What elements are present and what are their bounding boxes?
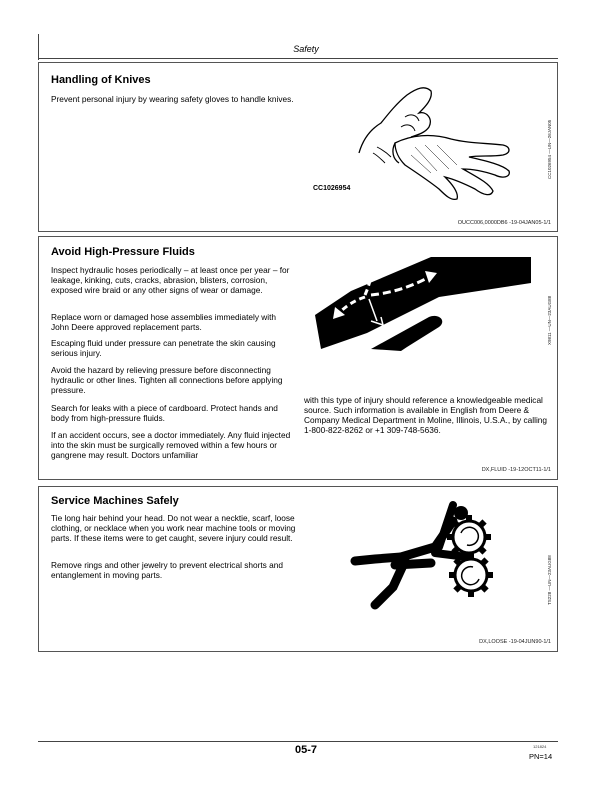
paragraph: Replace worn or damaged hose assemblies immediately with John Deere approved replacement parts.: [51, 312, 277, 332]
paragraph: Avoid the hazard by relieving pressure before disconnecting hydraulic or other lines. Tighten all connections before applying pressure.: [51, 365, 283, 395]
paragraph-continuation: with this type of injury should reference a knowledgeable medical source. Such information is available in English from Deere & Company Medical Department in Moline, Illinois, U.S.A., by calling 1-800-822-8262 or +1 309-748-5636.: [304, 395, 548, 435]
section-title: Avoid High-Pressure Fluids: [51, 246, 195, 258]
high-pressure-fluid-spray-illustration: [311, 251, 535, 351]
section-handling-of-knives: [38, 62, 558, 232]
reference-code: DX,FLUID -19-12OCT11-1/1: [481, 467, 551, 473]
figure-side-code: TS228 —UN—23AUG88: [547, 555, 552, 605]
footer-code: 121824: [533, 744, 547, 749]
paragraph: Remove rings and other jewelry to prevent electrical shorts and entanglement in moving parts.: [51, 560, 283, 580]
page-pn: PN=14: [529, 752, 553, 761]
header-title: Safety: [293, 44, 319, 54]
paragraph: Search for leaks with a piece of cardboard. Protect hands and body from high-pressure fluids.: [51, 403, 278, 423]
person-caught-in-gears-illustration: [335, 495, 525, 617]
paragraph: If an accident occurs, see a doctor immediately. Any fluid injected into the skin must be surgically removed within a few hours or gangrene may result. Doctors unfamiliar: [51, 430, 291, 460]
figure-label: CC1026954: [313, 185, 351, 192]
section-title: Handling of Knives: [51, 74, 151, 86]
reference-code: DX,LOOSE -19-04JUN90-1/1: [479, 639, 551, 645]
figure-side-code: X9811 —UN—23AUG88: [547, 295, 552, 345]
section-title: Service Machines Safely: [51, 495, 179, 507]
paragraph: Escaping fluid under pressure can penetrate the skin causing serious injury.: [51, 338, 276, 358]
figure-side-code: CC1026954 —UN—26JAN05: [547, 119, 552, 179]
hand-pulling-on-glove-illustration: [307, 73, 527, 213]
footer-rule: [38, 741, 558, 742]
section-service-machines-safely: [38, 486, 558, 652]
paragraph: Tie long hair behind your head. Do not wear a necktie, scarf, loose clothing, or necklace when you work near machine tools or moving parts. If these items were to get caught, severe injury could result.: [51, 513, 296, 543]
page-number: 05-7: [294, 744, 318, 756]
paragraph: Prevent personal injury by wearing safety gloves to handle knives.: [51, 94, 294, 104]
paragraph: Inspect hydraulic hoses periodically – at least once per year – for leakage, kinking, cuts, cracks, abrasion, blisters, corrosion, exposed wire braid or any other signs of wear or damage.: [51, 265, 290, 295]
header-rule: [38, 58, 558, 59]
reference-code: OUCC006,0000DB6 -19-04JAN05-1/1: [457, 220, 551, 226]
section-avoid-high-pressure-fluids: [38, 236, 558, 480]
